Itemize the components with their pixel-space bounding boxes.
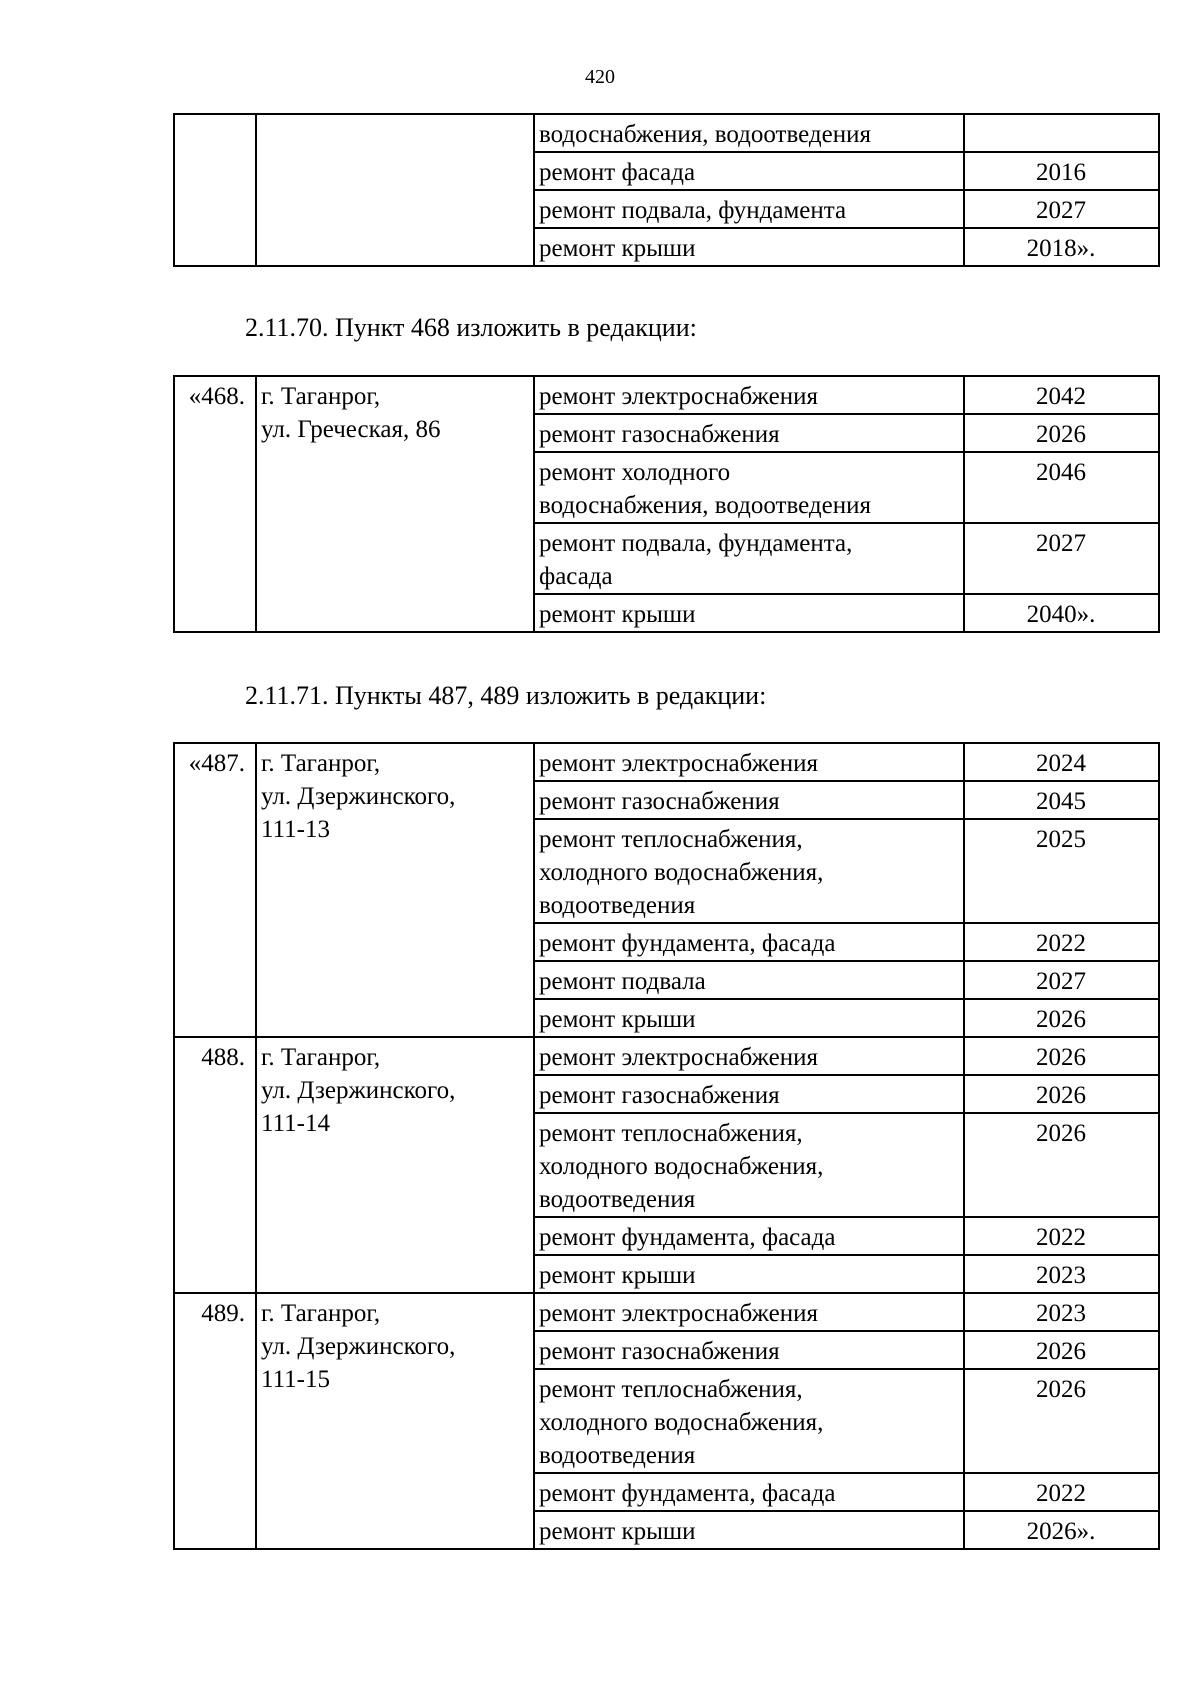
year-cell: 2026 (964, 999, 1159, 1037)
work-type-cell (534, 1511, 964, 1549)
repair-schedule-table-continued (173, 113, 1160, 267)
item-number: 489. (174, 1293, 256, 1549)
work-type-line: ремонт фасада (539, 159, 696, 186)
work-type-line: холодного водоснабжения, (539, 1409, 824, 1436)
address-cell (256, 376, 534, 632)
address-cell (256, 743, 534, 1037)
work-type-cell (534, 743, 964, 781)
work-type-line: ремонт фундамента, фасада (539, 930, 836, 957)
work-type-line: ремонт подвала, фундамента (539, 197, 847, 224)
address-line: 111-14 (261, 1110, 330, 1137)
work-type-line: ремонт газоснабжения (539, 421, 780, 448)
year-cell: 2046 (964, 452, 1159, 523)
work-type-cell (534, 1255, 964, 1293)
work-type-line: водоотведения (539, 1186, 696, 1213)
address-line: 111-15 (261, 1366, 330, 1393)
work-type-cell (534, 1369, 964, 1473)
item-number (174, 114, 256, 266)
year-cell: 2027 (964, 523, 1159, 594)
work-type-cell (534, 1075, 964, 1113)
year-cell: 2026 (964, 1369, 1159, 1473)
year-cell: 2026 (964, 414, 1159, 452)
work-type-cell (534, 114, 964, 152)
work-type-line: ремонт фундамента, фасада (539, 1224, 836, 1251)
address-cell (256, 1037, 534, 1293)
work-type-line: ремонт газоснабжения (539, 1338, 780, 1365)
work-type-cell (534, 228, 964, 266)
work-type-line: ремонт теплоснабжения, (539, 826, 803, 853)
work-type-line: холодного водоснабжения, (539, 1153, 824, 1180)
work-type-line: фасада (539, 563, 613, 590)
table-row (174, 1037, 1159, 1075)
year-cell: 2022 (964, 923, 1159, 961)
repair-schedule-table-487-489 (173, 742, 1160, 1550)
work-type-line: ремонт электроснабжения (539, 1300, 818, 1327)
address-line: ул. Дзержинского, (261, 1077, 456, 1104)
work-type-line: водоотведения (539, 1442, 696, 1469)
work-type-cell (534, 819, 964, 923)
address-line: ул. Дзержинского, (261, 783, 456, 810)
work-type-cell (534, 376, 964, 414)
address-line: г. Таганрог, (261, 383, 381, 410)
work-type-line: водоснабжения, водоотведения (539, 492, 871, 519)
work-type-line: ремонт теплоснабжения, (539, 1376, 803, 1403)
repair-schedule-table-468 (173, 375, 1160, 633)
work-type-line: ремонт крыши (539, 1518, 696, 1545)
item-number: «468. (174, 376, 256, 632)
address-line: г. Таганрог, (261, 1044, 381, 1071)
work-type-line: ремонт подвала (539, 968, 706, 995)
year-cell: 2026 (964, 1113, 1159, 1217)
work-type-line: водоотведения (539, 892, 696, 919)
work-type-cell (534, 781, 964, 819)
section-heading-2-11-70: 2.11.70. Пункт 468 изложить в редакции: (245, 313, 697, 342)
work-type-cell (534, 1331, 964, 1369)
table-row (174, 376, 1159, 414)
year-cell (964, 114, 1159, 152)
year-cell: 2024 (964, 743, 1159, 781)
work-type-line: ремонт газоснабжения (539, 788, 780, 815)
work-type-line: водоснабжения, водоотведения (539, 121, 871, 148)
address-line: ул. Греческая, 86 (261, 416, 441, 443)
work-type-cell (534, 1473, 964, 1511)
year-cell: 2018». (964, 228, 1159, 266)
table-row (174, 743, 1159, 781)
address-cell (256, 1293, 534, 1549)
table-row (174, 114, 1159, 152)
work-type-line: ремонт электроснабжения (539, 1044, 818, 1071)
section-heading-2-11-71: 2.11.71. Пункты 487, 489 изложить в редакции: (245, 681, 767, 710)
work-type-line: ремонт теплоснабжения, (539, 1120, 803, 1147)
item-number: «487. (174, 743, 256, 1037)
work-type-cell (534, 190, 964, 228)
work-type-cell (534, 1293, 964, 1331)
work-type-line: ремонт крыши (539, 235, 696, 262)
work-type-line: ремонт крыши (539, 601, 696, 628)
work-type-line: ремонт крыши (539, 1006, 696, 1033)
work-type-line: ремонт газоснабжения (539, 1082, 780, 1109)
year-cell: 2027 (964, 961, 1159, 999)
year-cell: 2022 (964, 1473, 1159, 1511)
work-type-cell (534, 1037, 964, 1075)
work-type-cell (534, 414, 964, 452)
work-type-cell (534, 452, 964, 523)
work-type-line: холодного водоснабжения, (539, 859, 824, 886)
year-cell: 2026». (964, 1511, 1159, 1549)
item-number: 488. (174, 1037, 256, 1293)
year-cell: 2027 (964, 190, 1159, 228)
work-type-cell (534, 523, 964, 594)
year-cell: 2040». (964, 594, 1159, 632)
year-cell: 2042 (964, 376, 1159, 414)
year-cell: 2026 (964, 1075, 1159, 1113)
table-row (174, 1293, 1159, 1331)
work-type-line: ремонт крыши (539, 1262, 696, 1289)
year-cell: 2025 (964, 819, 1159, 923)
work-type-line: ремонт подвала, фундамента, (539, 530, 853, 557)
year-cell: 2045 (964, 781, 1159, 819)
year-cell: 2016 (964, 152, 1159, 190)
year-cell: 2022 (964, 1217, 1159, 1255)
work-type-cell (534, 1217, 964, 1255)
work-type-cell (534, 152, 964, 190)
work-type-cell (534, 999, 964, 1037)
work-type-cell (534, 923, 964, 961)
work-type-line: ремонт электроснабжения (539, 383, 818, 410)
year-cell: 2023 (964, 1255, 1159, 1293)
year-cell: 2026 (964, 1037, 1159, 1075)
work-type-line: ремонт фундамента, фасада (539, 1480, 836, 1507)
year-cell: 2023 (964, 1293, 1159, 1331)
work-type-cell (534, 594, 964, 632)
year-cell: 2026 (964, 1331, 1159, 1369)
work-type-line: ремонт холодного (539, 459, 731, 486)
address-line: ул. Дзержинского, (261, 1333, 456, 1360)
address-line: г. Таганрог, (261, 750, 381, 777)
address-line: 111-13 (261, 816, 330, 843)
work-type-cell (534, 1113, 964, 1217)
address-line: г. Таганрог, (261, 1300, 381, 1327)
address-cell (256, 114, 534, 266)
work-type-cell (534, 961, 964, 999)
work-type-line: ремонт электроснабжения (539, 750, 818, 777)
page-number: 420 (585, 66, 615, 88)
